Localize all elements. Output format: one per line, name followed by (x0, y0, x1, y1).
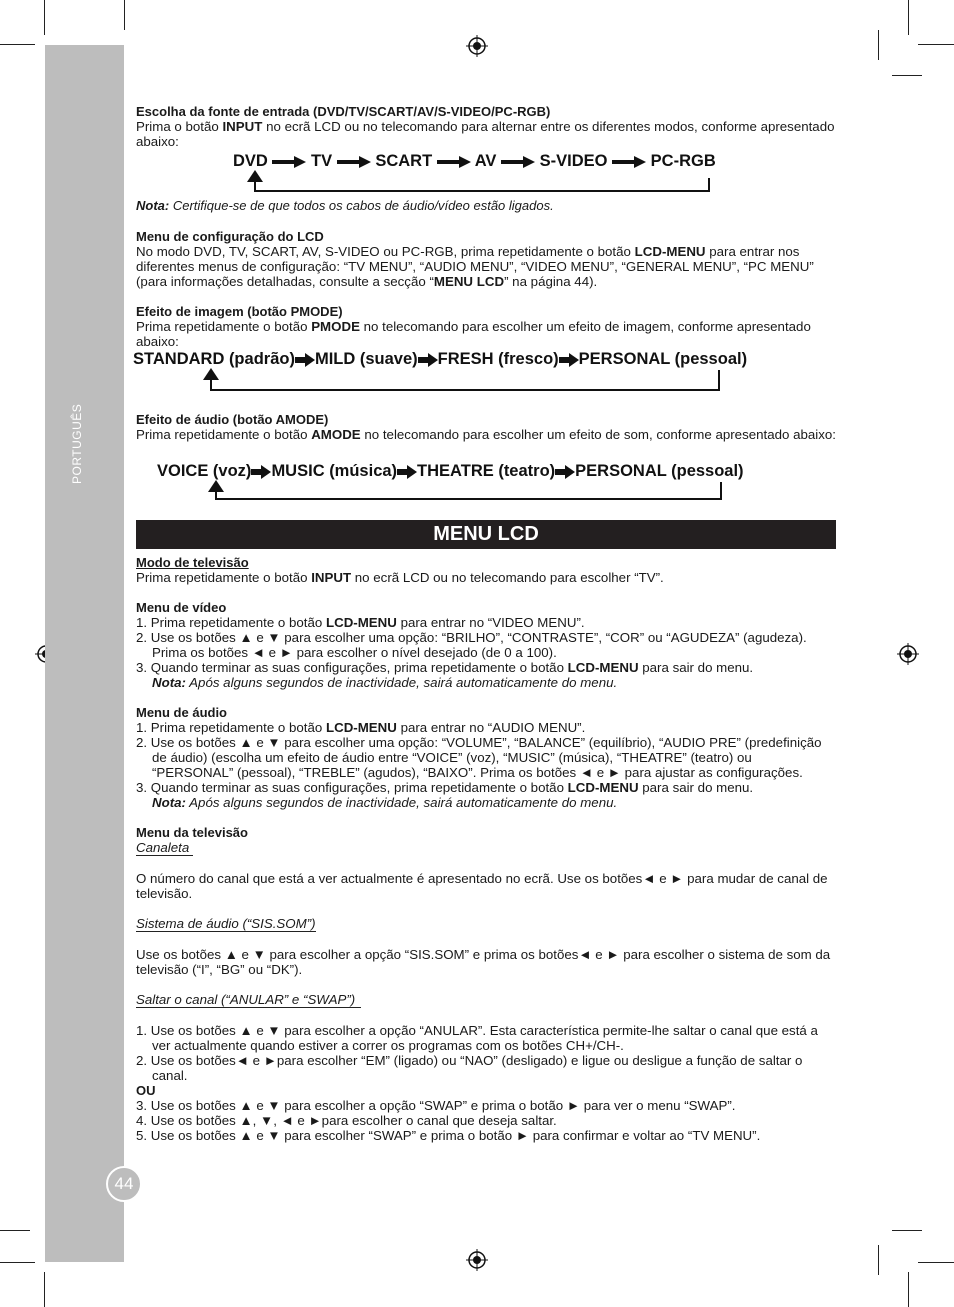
crop-mark (918, 44, 954, 45)
subsection-heading: Menu da televisão (136, 825, 248, 840)
section-heading: Efeito de imagem (botão PMODE) (136, 304, 343, 319)
amode-section (136, 412, 836, 442)
language-label: PORTUGUÊS (70, 403, 84, 484)
section-heading: Escolha da fonte de entrada (DVD/TV/SCART/AV/S-VIDEO/PC-RGB) (136, 104, 551, 119)
note: Nota: Após alguns segundos de inactividade, sairá automaticamente do menu. (152, 675, 618, 690)
flow-item: MUSIC (música) (271, 462, 398, 480)
paragraph: Use os botões ▲ e ▼ para escolher a opção “SIS.SOM” e prima os botões◄ e ► para escolher o sistema de som da televisão (“I”, “BG” ou “DK”). (136, 947, 831, 977)
crop-mark (878, 30, 879, 60)
subheading: Saltar o canal (“ANULAR” e “SWAP”) (136, 992, 361, 1008)
arrow-right-icon (272, 156, 306, 168)
list-item: 2. Use os botões◄ e ►para escolher “EM” (ligado) ou “NAO” (desligado) e ligue ou desligue a função de saltar o canal. (136, 1053, 803, 1083)
paragraph: No modo DVD, TV, SCART, AV, S-VIDEO ou PC-RGB, prima repetidamente o botão LCD-MENU para entrar nos diferentes menus de configuração: “TV MENU”, “AUDIO MENU”, “VIDEO MENU”, “GENERAL MENU”, “PC MENU” (para informações detalhadas, consulte a secção “MENU LCD” na página 44). (136, 244, 814, 289)
list-item: 1. Prima repetidamente o botão LCD-MENU para entrar no “AUDIO MENU”. (136, 720, 586, 735)
language-sidebar (45, 45, 124, 1262)
crop-mark (908, 0, 909, 35)
arrow-right-icon (612, 156, 646, 168)
list-item: 4. Use os botões ▲, ▼, ◄ e ►para escolher o canal que deseja saltar. (136, 1113, 557, 1128)
or-label: OU (136, 1083, 156, 1098)
paragraph: O número do canal que está a ver actualmente é apresentado no ecrã. Use os botões◄ e ► para mudar de canal de televisão. (136, 871, 828, 901)
registration-mark-icon (466, 35, 488, 57)
list-item: 1. Use os botões ▲ e ▼ para escolher a opção “ANULAR”. Esta característica permite-lhe saltar o canal que está a ver actualmente quando estiver a correr os programas com os botões CH+/CH-. (136, 1023, 818, 1053)
list-item: 2. Use os botões ▲ e ▼ para escolher uma opção: “VOLUME”, “BALANCE” (equilíbrio), “AUDIO PRE” (predefinição de áudio) (escolha um efeito de áudio entre “VOICE” (voz), “MUSIC” (música), “THEATRE” (teatro) ou “PERSONAL” (pessoal), “TREBLE” (agudos), “BAIXO”. Prima os botões ◄ e ► para ajustar as configurações. (136, 735, 822, 780)
arrow-up-icon (208, 480, 224, 492)
crop-mark (0, 1262, 35, 1263)
registration-mark-icon (897, 643, 919, 665)
flow-item: STANDARD (padrão) (133, 350, 295, 368)
arrow-right-icon (501, 156, 535, 168)
arrow-right-icon (559, 353, 579, 367)
lcd-menu-body (136, 555, 836, 1143)
pmode-flow-diagram (133, 350, 747, 369)
section-heading: Menu de configuração do LCD (136, 229, 324, 244)
list-item: 2. Use os botões ▲ e ▼ para escolher uma opção: “BRILHO”, “CONTRASTE”, “COR” ou “AGUDEZA” (agudeza). Prima os botões ◄ e ► para escolher o nível desejado (de 0 a 100). (136, 630, 807, 660)
crop-mark (0, 44, 35, 45)
paragraph: Prima o botão INPUT no ecrã LCD ou no telecomando para alternar entre os diferentes modos, conforme apresentado abaixo: (136, 119, 835, 149)
note: Nota: Após alguns segundos de inactividade, sairá automaticamente do menu. (152, 795, 618, 810)
paragraph: Prima repetidamente o botão AMODE no telecomando para escolher um efeito de som, conforme apresentado abaixo: (136, 427, 836, 442)
loop-back-line (254, 178, 710, 192)
arrow-right-icon (251, 465, 271, 479)
crop-mark (44, 1272, 45, 1307)
flow-item: AV (474, 152, 497, 170)
list-item: 5. Use os botões ▲ e ▼ para escolher “SWAP” e prima o botão ► para confirmar e voltar ao “TV MENU”. (136, 1128, 761, 1143)
subheading: Canaleta (136, 840, 193, 856)
paragraph: Prima repetidamente o botão PMODE no telecomando para escolher um efeito de imagem, conforme apresentado abaixo: (136, 319, 811, 349)
crop-mark (892, 75, 922, 76)
list-item: 3. Use os botões ▲ e ▼ para escolher a opção “SWAP” e prima o botão ► para ver o menu “SWAP”. (136, 1098, 736, 1113)
flow-item: VOICE (voz) (157, 462, 252, 480)
crop-mark (878, 1245, 879, 1275)
amode-flow-diagram (157, 462, 744, 481)
input-flow-diagram (233, 152, 716, 171)
input-source-section (136, 104, 836, 149)
arrow-up-icon (203, 368, 219, 380)
arrow-right-icon (397, 465, 417, 479)
flow-item: FRESH (fresco) (437, 350, 559, 368)
lcd-config-section (136, 229, 836, 289)
flow-item: MILD (suave) (314, 350, 418, 368)
flow-item: TV (311, 152, 333, 170)
loop-back-line (215, 482, 722, 500)
arrow-right-icon (437, 156, 471, 168)
section-heading: Efeito de áudio (botão AMODE) (136, 412, 329, 427)
page-number: 44 (106, 1166, 142, 1202)
arrow-right-icon (418, 353, 438, 367)
list-item: 3. Quando terminar as suas configurações, prima repetidamente o botão LCD-MENU para sair do menu. (136, 780, 754, 795)
loop-back-line (210, 370, 720, 391)
subsection-heading: Menu de áudio (136, 705, 227, 720)
flow-item: THEATRE (teatro) (417, 462, 556, 480)
flow-item: SCART (375, 152, 433, 170)
subsection-heading: Modo de televisão (136, 555, 249, 570)
crop-mark (892, 1230, 922, 1231)
arrow-right-icon (295, 353, 315, 367)
crop-mark (918, 1262, 954, 1263)
arrow-up-icon (247, 170, 263, 182)
crop-mark (908, 1272, 909, 1307)
list-item: 1. Prima repetidamente o botão LCD-MENU para entrar no “VIDEO MENU”. (136, 615, 585, 630)
crop-mark (124, 0, 125, 30)
arrow-right-icon (555, 465, 575, 479)
registration-mark-icon (466, 1249, 488, 1271)
section-banner: MENU LCD (136, 520, 836, 549)
flow-item: S-VIDEO (539, 152, 608, 170)
flow-item: PC-RGB (650, 152, 716, 170)
flow-item: PERSONAL (pessoal) (575, 462, 744, 480)
list-item: 3. Quando terminar as suas configurações, prima repetidamente o botão LCD-MENU para sair do menu. (136, 660, 754, 675)
subsection-heading: Menu de vídeo (136, 600, 227, 615)
note: Nota: Certifique-se de que todos os cabos de áudio/vídeo estão ligados. (136, 198, 554, 213)
subheading: Sistema de áudio (“SIS.SOM”) (136, 916, 316, 931)
paragraph: Prima repetidamente o botão INPUT no ecrã LCD ou no telecomando para escolher “TV”. (136, 570, 664, 585)
pmode-section (136, 304, 836, 349)
flow-item: DVD (233, 152, 268, 170)
arrow-right-icon (337, 156, 371, 168)
flow-item: PERSONAL (pessoal) (578, 350, 748, 368)
crop-mark (44, 0, 45, 35)
crop-mark (0, 1230, 30, 1231)
